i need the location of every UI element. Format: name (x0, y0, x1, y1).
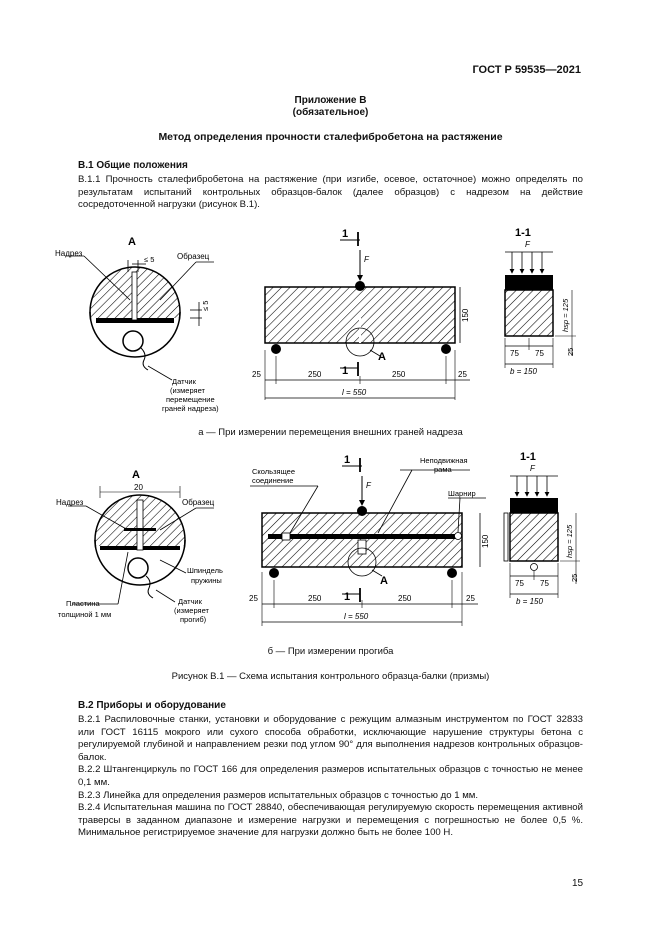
section-mark-top-b: 1 (344, 454, 351, 466)
sample-label-b: Образец (182, 498, 215, 507)
figure-a (55, 227, 576, 413)
paragraph-b22: В.2.2 Штангенциркуль по ГОСТ 166 для определения размеров испытательных образцов с точностью не менее 0,1 мм. (78, 764, 583, 788)
sensor-line1: Датчик (172, 377, 196, 386)
dim-right-a: 25 (458, 370, 467, 379)
dim-25-a: 25 (566, 347, 575, 356)
section-mark-bottom-b: 1 (344, 591, 351, 603)
notch-label-b: Надрез (56, 498, 84, 507)
dim-right-b: 25 (466, 594, 475, 603)
sensor-b-line2: (измеряет (174, 606, 209, 615)
dim-75b-a: 75 (535, 349, 544, 358)
paragraph-b21: В.2.1 Распиловочные станки, установки и оборудование с режущим алмазным инструментом по ГОСТ 32833 или ГОСТ 16115 мокрого или сухого способа обработки, исключающие нарушение структуры бетона с регулируемой глубиной и направлением резки под углом 90° для выполнения надрезов контрольных образцов-балок. (78, 714, 583, 763)
force-f-a: F (364, 255, 369, 264)
plate-line2: толщиной 1 мм (58, 610, 112, 619)
dim-l1-b: 250 (308, 594, 322, 603)
section-mark-top-a: 1 (342, 228, 349, 240)
dim-l2-b: 250 (398, 594, 412, 603)
standard-header: ГОСТ Р 59535—2021 (472, 64, 581, 76)
appendix-title: Приложение В (294, 95, 367, 106)
detail-callout-a: А (378, 351, 386, 363)
figure-b (56, 451, 580, 626)
sensor-line3: перемещение (166, 395, 215, 404)
section-b2-body (78, 714, 583, 840)
dim-left-a: 25 (252, 370, 261, 379)
dim-25-b: 25 (570, 573, 579, 582)
max5-side: ≤ 5 (201, 300, 210, 311)
dim-total-a: l = 550 (342, 388, 367, 397)
sensor-line4: граней надреза) (162, 404, 219, 413)
dim-75a-b: 75 (515, 579, 524, 588)
paragraph-b11: В.1.1 Прочность сталефибробетона на растяжение (при изгибе, осевое, остаточное) можно определять по результатам испытаний контрольных образцов-балок (далее образцов) с надрезом на действие сосредоточенной нагрузки (рисунок В.1). (78, 174, 583, 211)
dim-75a-a: 75 (510, 349, 519, 358)
figure-caption: Рисунок В.1 — Схема испытания контрольного образца-балки (призмы) (171, 671, 490, 682)
detail-label-b: А (132, 469, 140, 481)
section-b1-heading: В.1 Общие положения (78, 160, 188, 171)
section-mark-bottom-a: 1 (342, 365, 349, 377)
spindle-line1: Шпиндель (187, 566, 223, 575)
sensor-line2: (измеряет (170, 386, 205, 395)
subcaption-b: б — При измерении прогиба (267, 646, 394, 657)
dim-l2-a: 250 (392, 370, 406, 379)
hinge-label: Шарнир (448, 489, 476, 498)
detail-label-a: А (128, 236, 136, 248)
section-label-b: 1-1 (520, 451, 536, 463)
section-label-a: 1-1 (515, 227, 531, 239)
dim-l1-a: 250 (308, 370, 322, 379)
dim-b-a: b = 150 (510, 367, 537, 376)
dim-20: 20 (134, 483, 143, 492)
page-number: 15 (572, 878, 584, 889)
detail-callout-b: А (380, 575, 388, 587)
fixed-line2: рама (434, 465, 452, 474)
method-title: Метод определения прочности сталефибробетона на растяжение (158, 131, 503, 143)
hsp-b: hsp = 125 (565, 524, 574, 558)
dim-75b-b: 75 (540, 579, 549, 588)
section-force-b: F (530, 464, 535, 473)
plate-line1: Пластина (66, 599, 100, 608)
detail-circle-a (66, 256, 214, 380)
paragraph-b24: В.2.4 Испытательная машина по ГОСТ 28840, обеспечивающая регулируемую скорость перемещения активной траверсы в заданном диапазоне и измерение нагрузки и перемещения с погрешностью не более 0,5 %. Минимальное регистрируемое значение для нагрузки должно быть не более 100 Н. (78, 802, 583, 839)
force-f-b: F (366, 481, 371, 490)
sensor-b-line1: Датчик (178, 597, 202, 606)
beam-height-a: 150 (461, 308, 470, 322)
paragraph-b23: В.2.3 Линейка для определения размеров испытательных образцов с точностью до 1 мм. (78, 789, 479, 801)
subcaption-a: а — При измерении перемещения внешних граней надреза (198, 427, 463, 438)
appendix-subtitle: (обязательное) (292, 107, 369, 118)
beam-height-b: 150 (481, 534, 490, 548)
dim-b-b: b = 150 (516, 597, 543, 606)
notch-label: Надрез (55, 249, 83, 258)
fixed-line1: Неподвижная (420, 456, 468, 465)
sensor-b-line3: прогиб) (180, 615, 207, 624)
dim-left-b: 25 (249, 594, 258, 603)
section-b2-heading: В.2 Приборы и оборудование (78, 700, 226, 711)
sample-label: Образец (177, 252, 210, 261)
hsp-a: hsp = 125 (561, 298, 570, 332)
dim-total-b: l = 550 (344, 612, 369, 621)
max5-top: ≤ 5 (144, 255, 155, 264)
spindle-line2: пружины (191, 576, 222, 585)
sliding-line1: Скользящее (252, 467, 296, 476)
section-force-a: F (525, 240, 530, 249)
sliding-line2: соединение (252, 476, 294, 485)
